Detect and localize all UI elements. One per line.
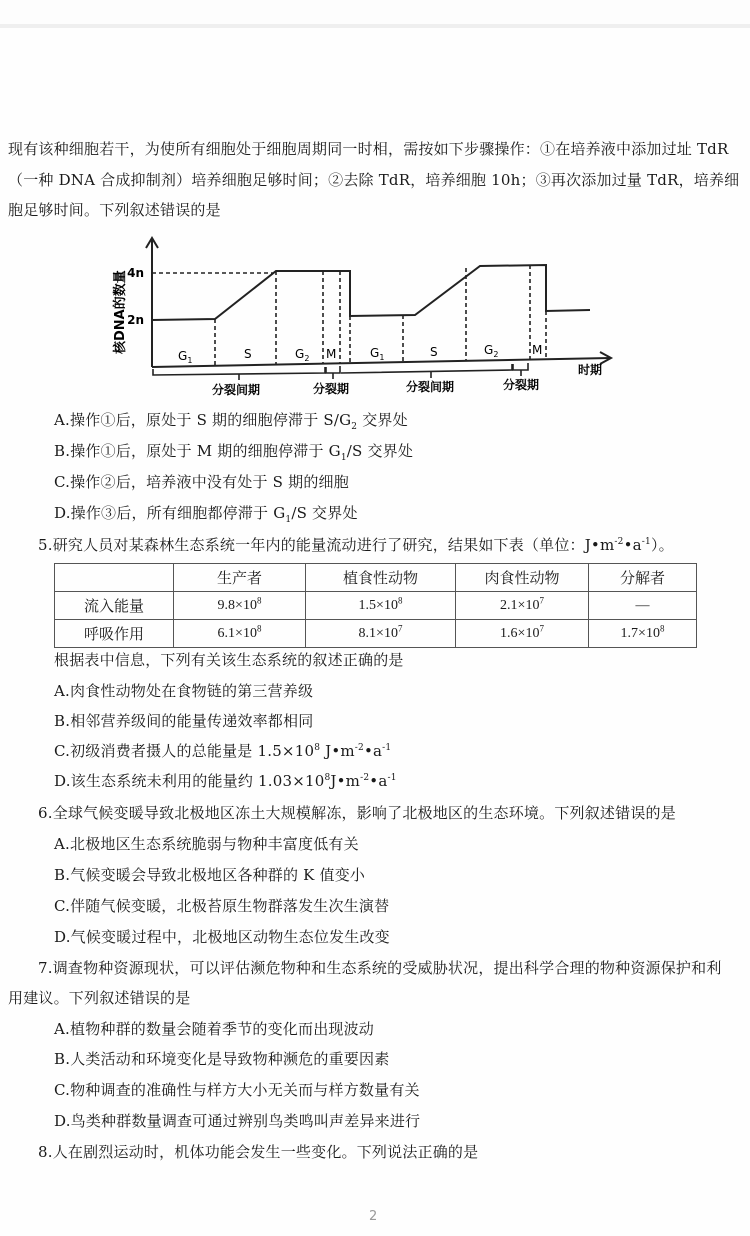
table-cell: — bbox=[589, 592, 697, 620]
table-header-cell: 分解者 bbox=[589, 564, 697, 592]
phase-g2-label-2: $G_2$ bbox=[484, 343, 499, 359]
table-cell: $1.6\times 10^7$ bbox=[456, 620, 589, 648]
table-row bbox=[55, 620, 697, 648]
q4-option-c: C.操作②后，培养液中没有处于 S 期的细胞 bbox=[54, 473, 349, 491]
q4-stem-line-3: 胞足够时间。下列叙述错误的是 bbox=[8, 201, 221, 219]
interphase-label-2: 分裂间期 bbox=[406, 380, 455, 394]
q4-stem-line-2: （一种 DNA 合成抑制剂）培养细胞足够时间；②去除 TdR，培养细胞 10h；③再次添加过量 TdR，培养细 bbox=[8, 171, 740, 189]
table-header-cell: 植食性动物 bbox=[306, 564, 456, 592]
mitosis-label-1: 分裂期 bbox=[313, 382, 350, 396]
q4-stem-line-1: 现有该种细胞若干，为使所有细胞处于细胞周期同一时相，需按如下步骤操作：①在培养液中添加过址 TdR bbox=[8, 140, 729, 158]
dna-content-cell-cycle-chart bbox=[100, 232, 652, 404]
q5-stem: 5.研究人员对某森林生态系统一年内的能量流动进行了研究，结果如下表（单位：$J•m^{-2}•a^{-1}$）。 bbox=[38, 536, 674, 554]
phase-g1-label-2: $G_1$ bbox=[370, 346, 385, 362]
y-tick-2n: 2n bbox=[127, 313, 144, 327]
table-header-cell: 肉食性动物 bbox=[456, 564, 589, 592]
phase-s-label: S bbox=[244, 347, 252, 361]
q6-option-c: C.伴随气候变暖，北极苔原生物群落发生次生演替 bbox=[54, 897, 390, 915]
phase-m-label-2: M bbox=[532, 343, 543, 357]
table-header-row bbox=[55, 564, 697, 592]
q8-stem: 8.人在剧烈运动时，机体功能会发生一些变化。下列说法正确的是 bbox=[38, 1143, 479, 1161]
q7-option-b: B.人类活动和环境变化是导致物种濒危的重要因素 bbox=[54, 1050, 390, 1068]
q5-option-b: B.相邻营养级间的能量传递效率都相同 bbox=[54, 712, 314, 730]
q4-option-b: B.操作①后，原处于 M 期的细胞停滞于 $G_1/S$ 交界处 bbox=[54, 442, 414, 463]
q6-stem: 6.全球气候变暖导致北极地区冻土大规模解冻，影响了北极地区的生态环境。下列叙述错误的是 bbox=[38, 804, 676, 822]
page-number: 2 bbox=[369, 1209, 378, 1224]
table-header-cell: 生产者 bbox=[174, 564, 306, 592]
table-cell: $1.5\times 10^8$ bbox=[306, 592, 456, 620]
y-tick-4n: 4n bbox=[127, 266, 144, 280]
q6-option-b: B.气候变暖会导致北极地区各种群的 K 值变小 bbox=[54, 866, 366, 884]
table-cell: $6.1\times 10^8$ bbox=[174, 620, 306, 648]
q6-option-d: D.气候变暖过程中，北极地区动物生态位发生改变 bbox=[54, 928, 390, 946]
q7-stem-line-1: 7.调查物种资源现状，可以评估濒危物种和生态系统的受威胁状况，提出科学合理的物种资源保护和利 bbox=[38, 959, 722, 977]
q5-option-a: A.肉食性动物处在食物链的第三营养级 bbox=[54, 682, 314, 700]
q5-option-c: C.初级消费者摄人的总能量是 $1.5\times 10^8$ $J•m^{-2}•a^{-1}$ bbox=[54, 742, 392, 760]
q5-question: 根据表中信息，下列有关该生态系统的叙述正确的是 bbox=[54, 651, 404, 669]
q7-stem-line-2: 用建议。下列叙述错误的是 bbox=[8, 989, 191, 1007]
table-cell: $9.8\times 10^8$ bbox=[174, 592, 306, 620]
q6-option-a: A.北极地区生态系统脆弱与物种丰富度低有关 bbox=[54, 835, 359, 853]
x-axis-label: 时期 bbox=[578, 363, 603, 377]
phase-s-label-2: S bbox=[430, 345, 438, 359]
y-axis-label: 核DNA的数量 bbox=[113, 270, 128, 354]
chart-svg bbox=[100, 232, 652, 404]
q4-option-d: D.操作③后，所有细胞都停滞于 $G_1/S$ 交界处 bbox=[54, 504, 358, 525]
row-label: 呼吸作用 bbox=[55, 620, 174, 648]
table-header-cell bbox=[55, 564, 174, 592]
phase-g1-label: $G_1$ bbox=[178, 349, 193, 365]
q7-option-d: D.鸟类种群数量调查可通过辨别鸟类鸣叫声差异来进行 bbox=[54, 1112, 421, 1130]
q5-option-d: D.该生态系统未利用的能量约 $1.03\times 10^8J•m^{-2}•a^{-1}$ bbox=[54, 772, 397, 790]
q4-option-a: A.操作①后，原处于 S 期的细胞停滞于 $S/G_2$ 交界处 bbox=[54, 411, 408, 432]
table-cell: $8.1\times 10^7$ bbox=[306, 620, 456, 648]
phase-m-label: M bbox=[326, 347, 337, 361]
table-cell: $2.1\times 10^7$ bbox=[456, 592, 589, 620]
phase-g2-label: $G_2$ bbox=[295, 347, 310, 363]
table-row bbox=[55, 592, 697, 620]
table-cell: $1.7\times 10^8$ bbox=[589, 620, 697, 648]
energy-flow-table bbox=[54, 563, 697, 648]
mitosis-label-2: 分裂期 bbox=[503, 378, 540, 392]
q7-option-c: C.物种调查的准确性与样方大小无关而与样方数量有关 bbox=[54, 1081, 420, 1099]
interphase-label-1: 分裂间期 bbox=[212, 383, 261, 397]
viewer-top-bar bbox=[0, 0, 750, 24]
q7-option-a: A.植物种群的数量会随着季节的变化而出现波动 bbox=[54, 1020, 375, 1038]
row-label: 流入能量 bbox=[55, 592, 174, 620]
